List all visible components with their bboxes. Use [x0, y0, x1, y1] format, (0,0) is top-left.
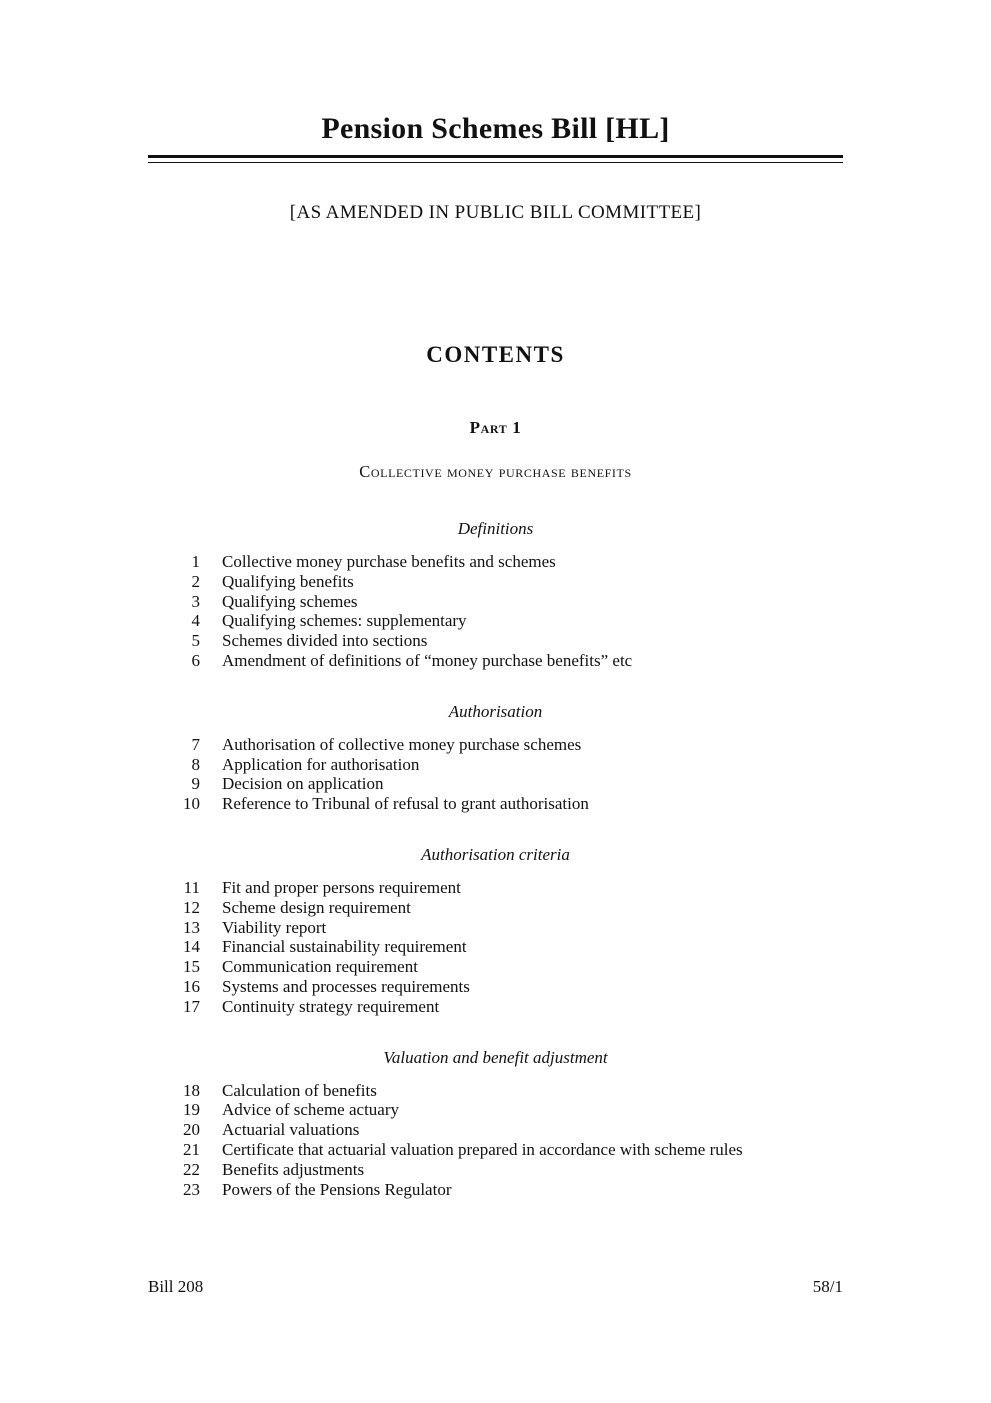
toc-item: [148, 552, 843, 572]
toc-item: [148, 1180, 843, 1200]
toc-item-text: Qualifying schemes: [222, 591, 358, 611]
toc-item-number: 16: [183, 976, 200, 996]
toc-item: [148, 957, 843, 977]
toc-item-text: Continuity strategy requirement: [222, 996, 440, 1016]
group-heading: Authorisation: [448, 701, 543, 721]
toc-item-number: 11: [183, 877, 200, 897]
toc-item: [148, 774, 843, 794]
group-heading: Definitions: [457, 519, 534, 538]
toc-item-number: 10: [183, 794, 200, 814]
document-title: Pension Schemes Bill [HL]: [321, 112, 670, 145]
toc-item-text: Qualifying schemes: supplementary: [222, 611, 467, 631]
toc-item-text: Calculation of benefits: [222, 1080, 377, 1100]
toc-item-number: 14: [183, 937, 200, 957]
toc-item: [148, 1140, 843, 1160]
toc-item: [148, 997, 843, 1017]
contents-heading: CONTENTS: [426, 342, 565, 367]
toc-item-text: Collective money purchase benefits and schemes: [222, 552, 556, 571]
toc-item: [148, 611, 843, 631]
toc-group-valuation-benefit-adjustment: [148, 1048, 843, 1200]
toc-item: [148, 1100, 843, 1120]
toc-item: [148, 1081, 843, 1101]
toc-item-text: Qualifying benefits: [222, 571, 354, 591]
toc-item-number: 17: [183, 996, 200, 1016]
toc-item-text: Viability report: [222, 917, 327, 937]
toc-item-number: 6: [191, 650, 200, 670]
toc-item-text: Reference to Tribunal of refusal to grant authorisation: [222, 794, 589, 814]
toc-item: [148, 735, 843, 755]
toc-item-text: Financial sustainability requirement: [222, 937, 467, 957]
toc-item: [148, 918, 843, 938]
toc-item-text: Schemes divided into sections: [222, 631, 428, 651]
toc-item-number: 22: [183, 1159, 200, 1179]
bill-number: Bill 208: [148, 1277, 204, 1296]
toc-item-number: 7: [191, 734, 200, 754]
toc-item-text: Powers of the Pensions Regulator: [222, 1179, 452, 1199]
toc-item-number: 3: [191, 591, 200, 611]
toc-item-text: Certificate that actuarial valuation prepared in accordance with scheme rules: [222, 1139, 743, 1159]
toc-item: [148, 631, 843, 651]
toc-group-definitions: [148, 519, 843, 671]
toc-item-text: Application for authorisation: [222, 754, 420, 774]
toc-item: [148, 937, 843, 957]
toc-item-number: 12: [183, 897, 200, 917]
page-footer: [148, 1277, 843, 1297]
toc-item-text: Benefits adjustments: [222, 1159, 365, 1179]
toc-item: [148, 898, 843, 918]
toc-item: [148, 651, 843, 671]
toc-item: [148, 1160, 843, 1180]
toc-item-text: Actuarial valuations: [222, 1120, 360, 1140]
toc-item-text: Advice of scheme actuary: [222, 1100, 399, 1120]
group-heading: Valuation and benefit adjustment: [383, 1047, 608, 1067]
toc-item-number: 1: [191, 552, 200, 571]
toc-item-number: 20: [183, 1120, 200, 1140]
amendment-note: [AS AMENDED IN PUBLIC BILL COMMITTEE]: [289, 202, 702, 223]
toc-item: [148, 794, 843, 814]
toc-item-number: 8: [191, 754, 200, 774]
session-number: 58/1: [812, 1277, 843, 1296]
toc-item-text: Decision on application: [222, 774, 384, 794]
toc-item-number: 9: [191, 774, 200, 794]
toc-item-number: 15: [183, 957, 200, 977]
toc-item-number: 23: [183, 1179, 200, 1199]
toc-item-number: 4: [191, 611, 200, 631]
group-heading: Authorisation criteria: [421, 844, 570, 864]
toc-item-number: 2: [191, 571, 200, 591]
toc-item-text: Amendment of definitions of “money purchase benefits” etc: [222, 650, 633, 670]
toc-item-number: 5: [191, 631, 200, 651]
toc-item-number: 21: [183, 1139, 200, 1159]
toc-item: [148, 755, 843, 775]
toc-item: [148, 592, 843, 612]
part-title: Collective money purchase benefits: [359, 462, 632, 481]
toc-item-text: Scheme design requirement: [222, 897, 411, 917]
toc-item: [148, 878, 843, 898]
toc-group-authorisation-criteria: [148, 845, 843, 1017]
toc-item-text: Communication requirement: [222, 957, 418, 977]
title-divider-rule: [148, 155, 843, 163]
toc-item-text: Systems and processes requirements: [222, 976, 470, 996]
toc-item: [148, 572, 843, 592]
toc-group-authorisation: [148, 702, 843, 814]
toc-item-text: Fit and proper persons requirement: [222, 877, 461, 897]
toc-item: [148, 1120, 843, 1140]
toc-item-text: Authorisation of collective money purchase schemes: [222, 734, 582, 754]
toc-item: [148, 977, 843, 997]
part-label: Part 1: [469, 418, 522, 437]
toc-item-number: 19: [183, 1100, 200, 1120]
toc-item-number: 18: [183, 1080, 200, 1100]
toc-item-number: 13: [183, 917, 200, 937]
